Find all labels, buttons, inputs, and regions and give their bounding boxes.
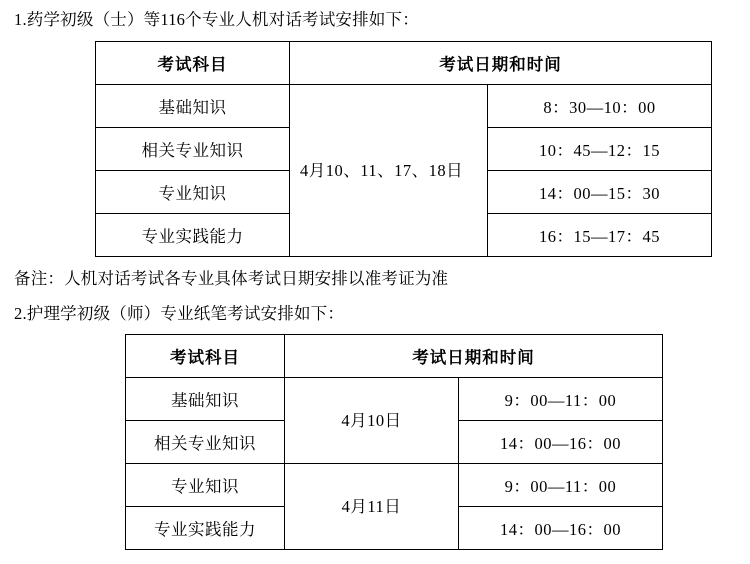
section1-table-wrapper — [0, 41, 750, 257]
header-datetime: 考试日期和时间 — [285, 335, 663, 378]
date-cell: 4月10日 — [285, 378, 459, 464]
table-row — [96, 84, 712, 127]
section2-table-wrapper — [0, 334, 750, 550]
time-cell: 14：00—16：00 — [459, 421, 663, 464]
table-row — [126, 378, 663, 421]
subject-cell: 基础知识 — [96, 84, 290, 127]
section2-heading: 2.护理学初级（师）专业纸笔考试安排如下： — [14, 303, 345, 323]
time-cell: 9：00—11：00 — [459, 378, 663, 421]
subject-cell: 基础知识 — [126, 378, 285, 421]
subject-cell: 专业知识 — [96, 170, 290, 213]
subject-cell: 相关专业知识 — [126, 421, 285, 464]
date-cell: 4月11日 — [285, 464, 459, 550]
time-cell: 14：00—16：00 — [459, 507, 663, 550]
header-subject: 考试科目 — [126, 335, 285, 378]
time-cell: 14：00—15：30 — [488, 170, 712, 213]
subject-cell: 专业实践能力 — [96, 213, 290, 256]
section1-note: 备注：人机对话考试各专业具体考试日期安排以准考证为准 — [14, 268, 449, 288]
time-cell: 8：30—10：00 — [488, 84, 712, 127]
header-datetime: 考试日期和时间 — [290, 41, 712, 84]
subject-cell: 专业知识 — [126, 464, 285, 507]
time-cell: 10：45—12：15 — [488, 127, 712, 170]
section1-heading: 1.药学初级（士）等116个专业人机对话考试安排如下： — [14, 10, 419, 29]
subject-cell: 专业实践能力 — [126, 507, 285, 550]
table-header-row — [126, 335, 663, 378]
exam-schedule-table-2 — [125, 334, 663, 550]
date-cell: 4月10、11、17、18日 — [290, 84, 488, 256]
time-cell: 16：15—17：45 — [488, 213, 712, 256]
header-subject: 考试科目 — [96, 41, 290, 84]
exam-schedule-table-1 — [95, 41, 712, 257]
table-header-row — [96, 41, 712, 84]
table-row — [126, 464, 663, 507]
subject-cell: 相关专业知识 — [96, 127, 290, 170]
time-cell: 9：00—11：00 — [459, 464, 663, 507]
